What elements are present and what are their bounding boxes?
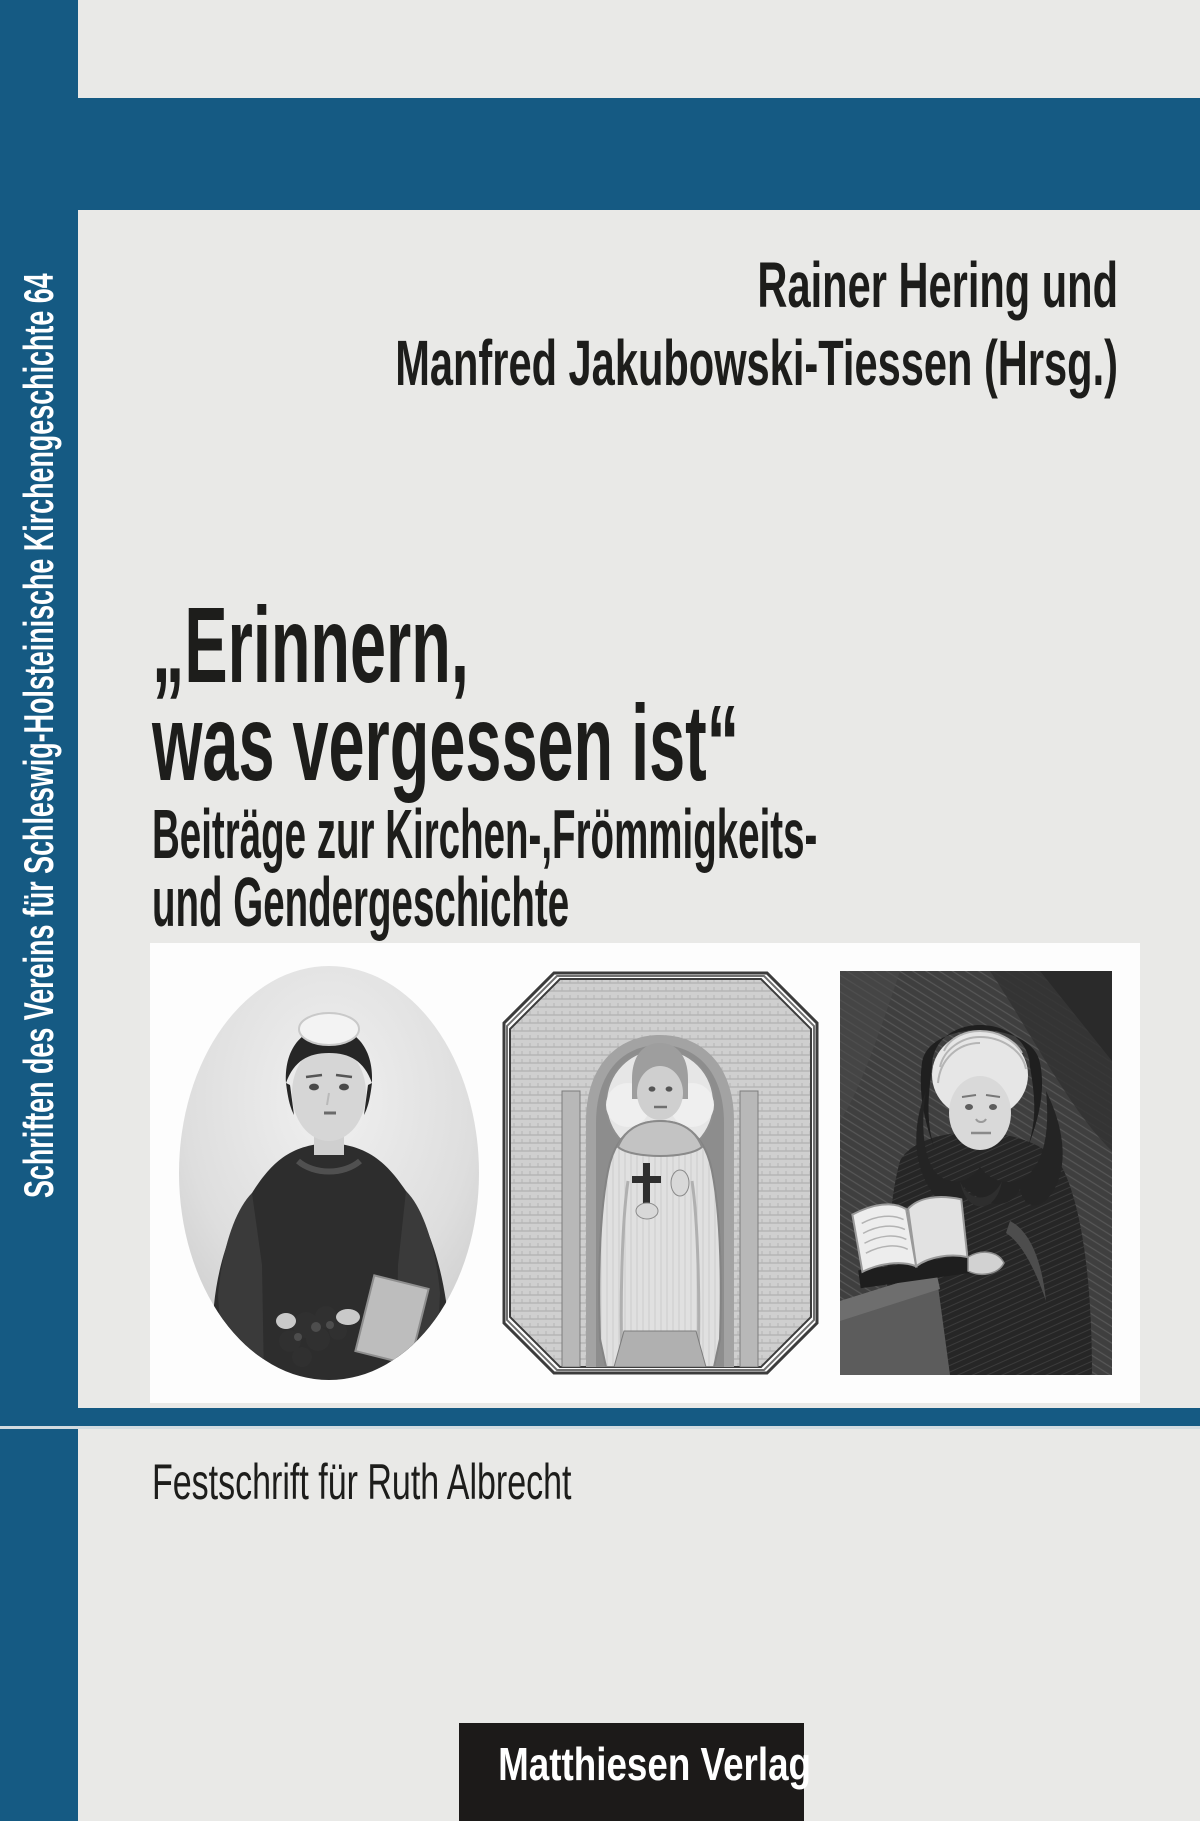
publisher-name: Matthiesen Verlag	[498, 1738, 812, 1790]
subtitle-line2: und Gendergeschichte	[152, 863, 570, 941]
portrait-strip	[150, 943, 1140, 1403]
title-line1: „Erinnern,	[152, 584, 469, 705]
publisher-box	[459, 1723, 812, 1821]
engraving-saint-holding-cross	[502, 971, 819, 1375]
subtitle-line1: Beiträge zur Kirchen-,Frömmigkeits-	[152, 795, 818, 873]
authors-line2: Manfred Jakubowski-Tiessen (Hrsg.)	[395, 327, 1118, 399]
oval-photograph-of-woman	[178, 965, 481, 1381]
lower-accent-bar	[0, 1408, 1200, 1429]
authors-line1: Rainer Hering und	[757, 249, 1118, 321]
title-line2: was vergessen ist“	[152, 682, 740, 803]
top-accent-bar	[0, 98, 1200, 210]
authors-block	[395, 246, 1118, 402]
book-subtitle	[152, 795, 818, 941]
engraving-woman-with-book	[840, 971, 1112, 1375]
series-spine-text: Schriften des Vereins für Schleswig-Holsteinische Kirchengeschichte 64	[15, 273, 62, 1198]
book-title	[152, 584, 740, 803]
dedication-text: Festschrift für Ruth Albrecht	[152, 1454, 572, 1510]
